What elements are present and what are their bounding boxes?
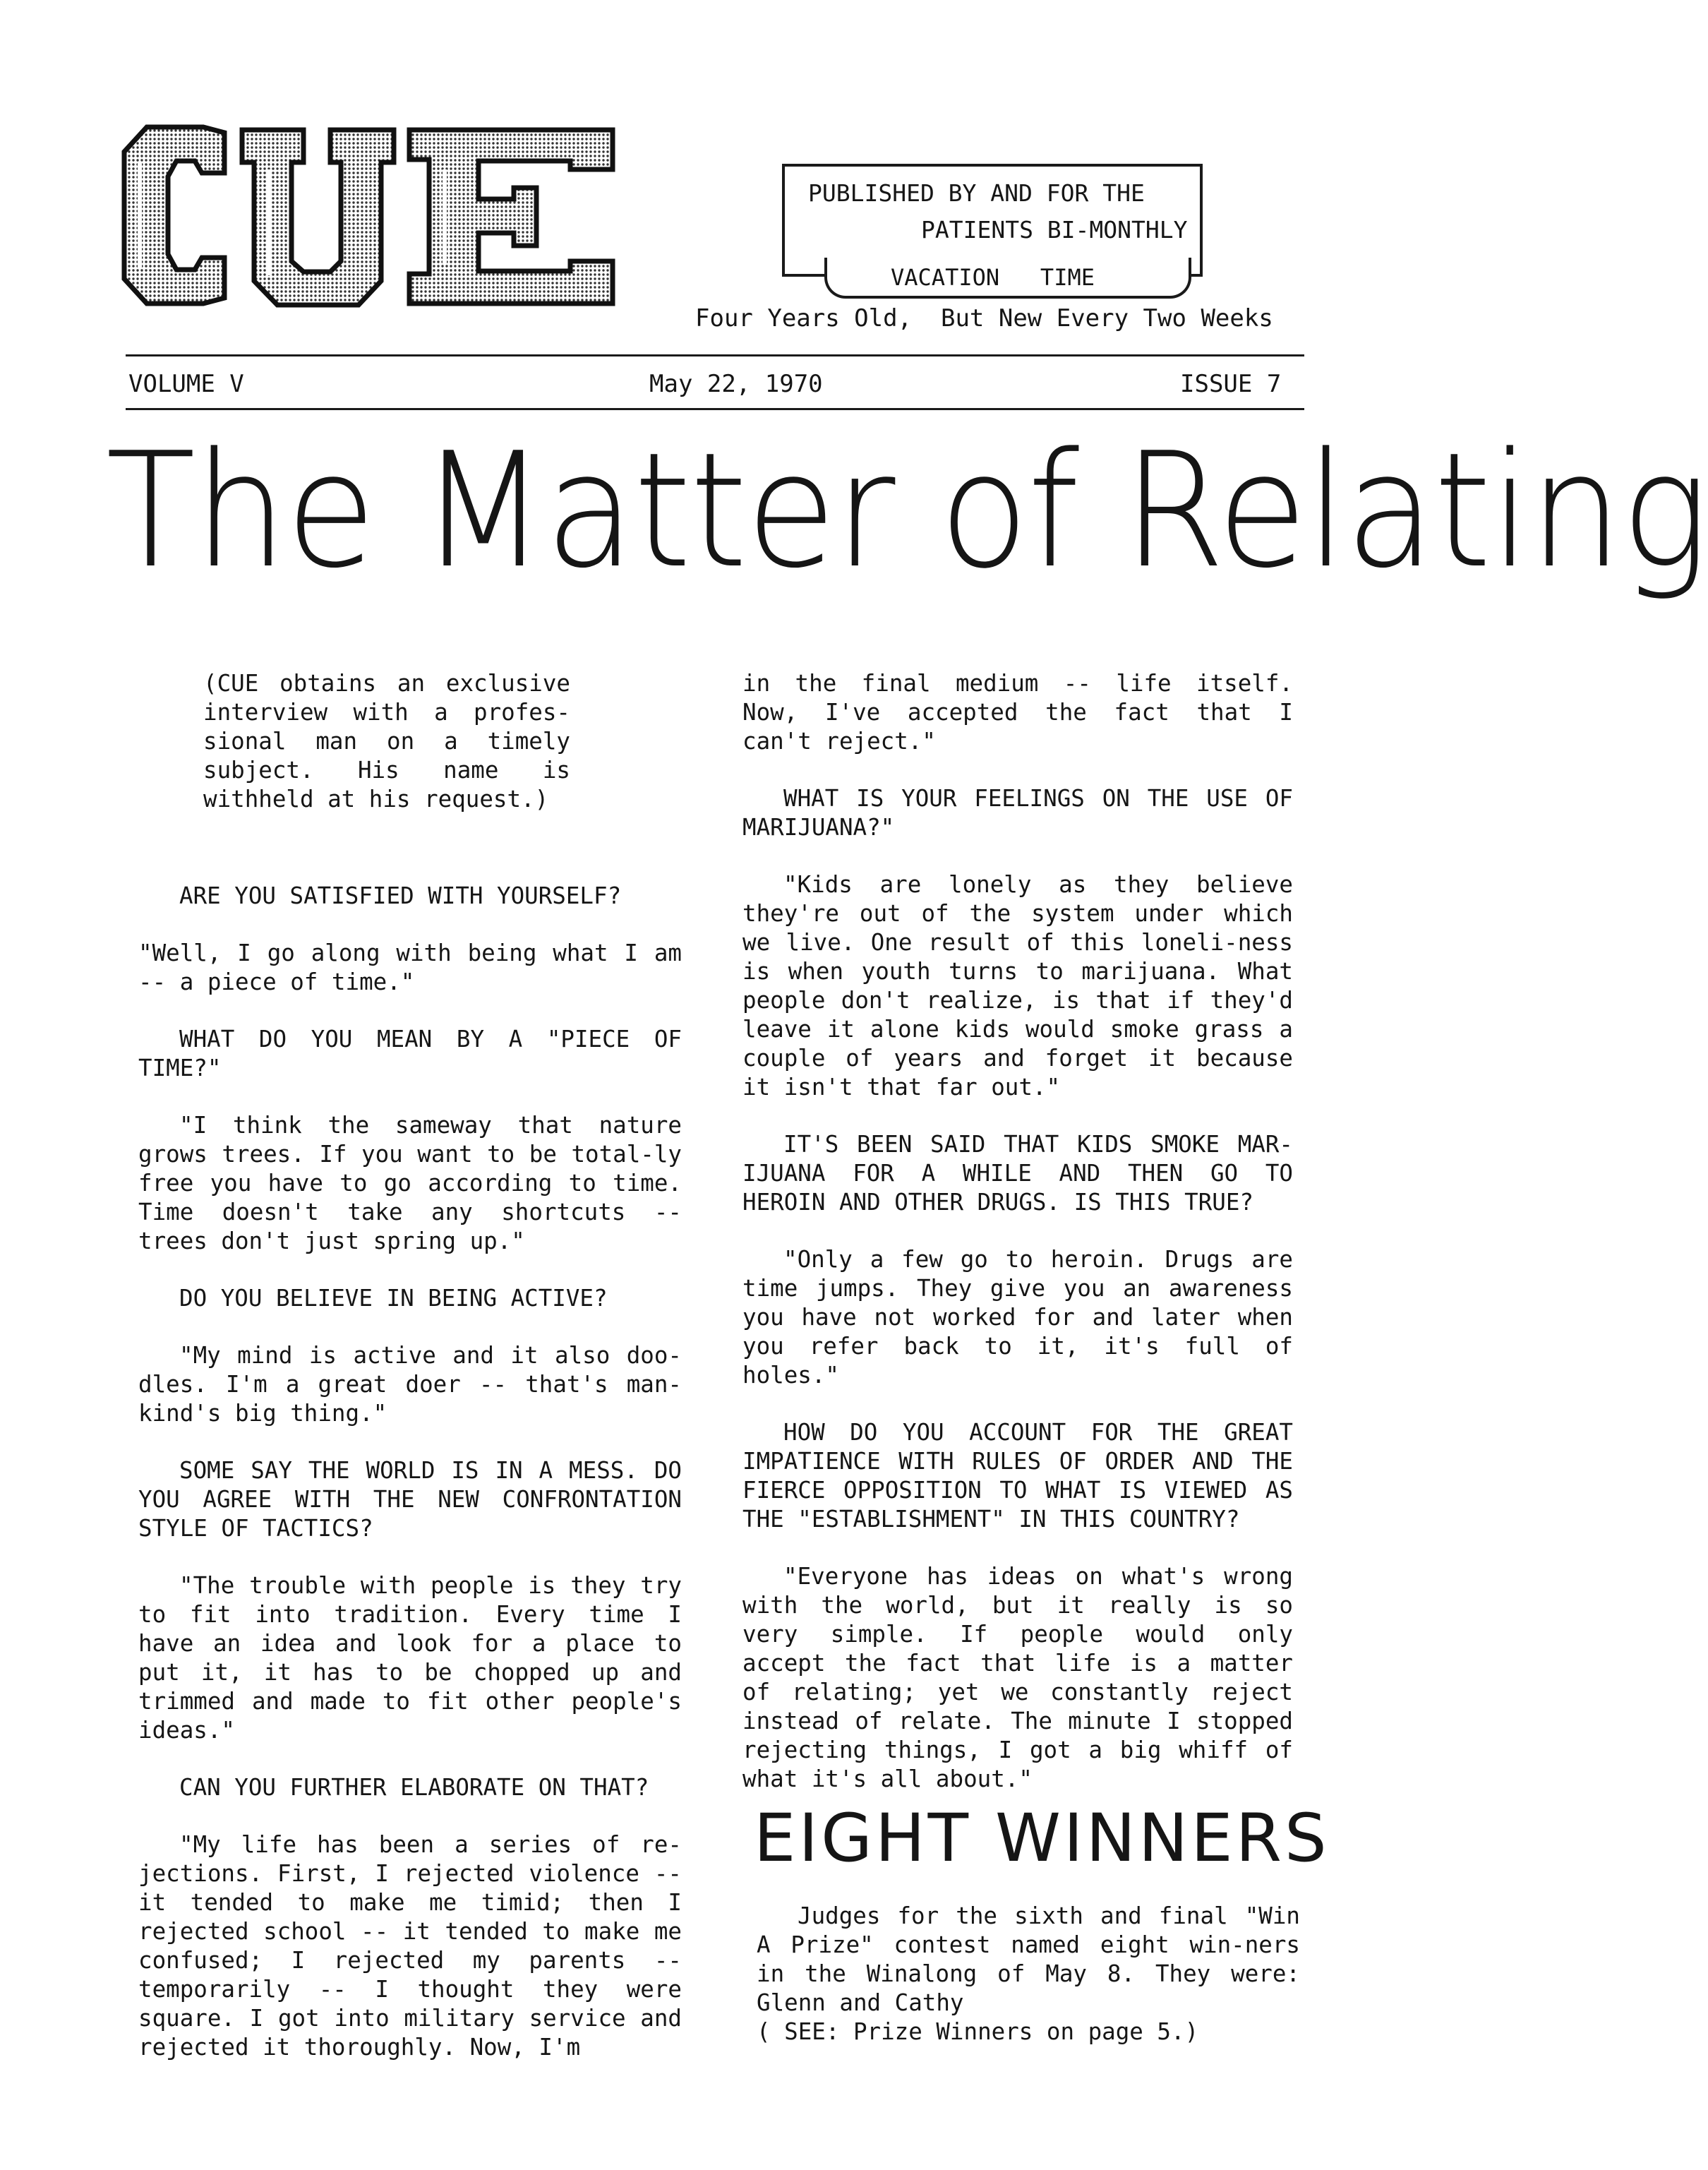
question: SOME SAY THE WORLD IS IN A MESS. DO YOU AGREE WITH THE NEW CONFRONTATION STYLE OF TACTICS? [138, 1457, 682, 1542]
published-line-1: PUBLISHED BY AND FOR THE [808, 179, 1145, 207]
question: DO YOU BELIEVE IN BEING ACTIVE? [179, 1285, 608, 1312]
volume-label: VOLUME V [128, 370, 244, 398]
answer: "Kids are lonely as they believe they're out of the system under which we live. One result of this loneli-ness is when youth turns to marijuana. What people don't realize, is that if they'd leave it alone kids would smoke grass a couple of years and forget it because it isn't that far out." [742, 871, 1293, 1101]
published-line-2: PATIENTS BI-MONTHLY [921, 216, 1188, 244]
answer: "My mind is active and it also doo-dles. I'm a great doer -- that's man-kind's big thing." [138, 1342, 682, 1427]
vacation-time-label: VACATION TIME [891, 264, 1095, 291]
question: CAN YOU FURTHER ELABORATE ON THAT? [179, 1774, 649, 1801]
answer: "Only a few go to heroin. Drugs are time jumps. They give you an awareness you have not worked for and later when you refer back to it, it's full of holes." [742, 1246, 1293, 1389]
winners-see-note: ( SEE: Prize Winners on page 5.) [757, 2018, 1199, 2045]
tagline: Four Years Old, But New Every Two Weeks [695, 304, 1273, 332]
answer: "The trouble with people is they try to fit into tradition. Every time I have an idea and look for a place to put it, it has to be chopped up and trimmed and made to fit other people's ideas." [138, 1572, 682, 1744]
bottom-rule [126, 408, 1304, 410]
answer: "Well, I go along with being what I am -- a piece of time." [138, 940, 682, 995]
issue-date: May 22, 1970 [649, 370, 823, 398]
question: ARE YOU SATISFIED WITH YOURSELF? [179, 882, 622, 909]
answer: "Everyone has ideas on what's wrong with the world, but it really is so very simple. If people would only accept the fact that life is a matter of relating; yet we constantly reject instead of relate. The minute I stopped rejecting things, I got a big whiff of what it's all about." [742, 1563, 1293, 1792]
winners-section [757, 1902, 1300, 2046]
issue-number: ISSUE 7 [1180, 370, 1282, 398]
cue-logo [119, 120, 620, 311]
headline: The Matter of Relating [106, 419, 1708, 604]
answer: "I think the sameway that nature grows trees. If you want to be total-ly free you have to go according to time. Time doesn't take any shortcuts -- trees don't just spring up." [138, 1112, 682, 1254]
winners-body: Judges for the sixth and final "Win A Prize" contest named eight win-ners in the Winalong of May 8. They were: Glenn and Cathy [757, 1902, 1300, 2016]
question: WHAT DO YOU MEAN BY A "PIECE OF TIME?" [138, 1026, 682, 1081]
top-rule [126, 354, 1304, 356]
intro-paragraph: (CUE obtains an exclusive interview with a profes-sional man on a timely subject. His name is withheld at his request.) [203, 670, 570, 813]
question: IT'S BEEN SAID THAT KIDS SMOKE MAR-IJUANA FOR A WHILE AND THEN GO TO HEROIN AND OTHER DRUGS. IS THIS TRUE? [742, 1131, 1293, 1216]
answer: "My life has been a series of re-jections. First, I rejected violence -- it tended to make me timid; then I rejected school -- it tended to make me confused; I rejected my parents -- temporarily -- I thought they were square. I got into military service and rejected it thoroughly. Now, I'm [138, 1831, 682, 2061]
question: WHAT IS YOUR FEELINGS ON THE USE OF MARIJUANA?" [742, 785, 1293, 841]
right-column [742, 669, 1293, 1822]
answer-continued: in the final medium -- life itself. Now, I've accepted the fact that I can't reject." [742, 670, 1293, 755]
left-column [138, 669, 682, 2090]
winners-heading: EIGHT WINNERS [754, 1800, 1330, 1877]
question: HOW DO YOU ACCOUNT FOR THE GREAT IMPATIENCE WITH RULES OF ORDER AND THE FIERCE OPPOSITION TO WHAT IS VIEWED AS THE "ESTABLISHMENT" IN THIS COUNTRY? [742, 1419, 1293, 1533]
